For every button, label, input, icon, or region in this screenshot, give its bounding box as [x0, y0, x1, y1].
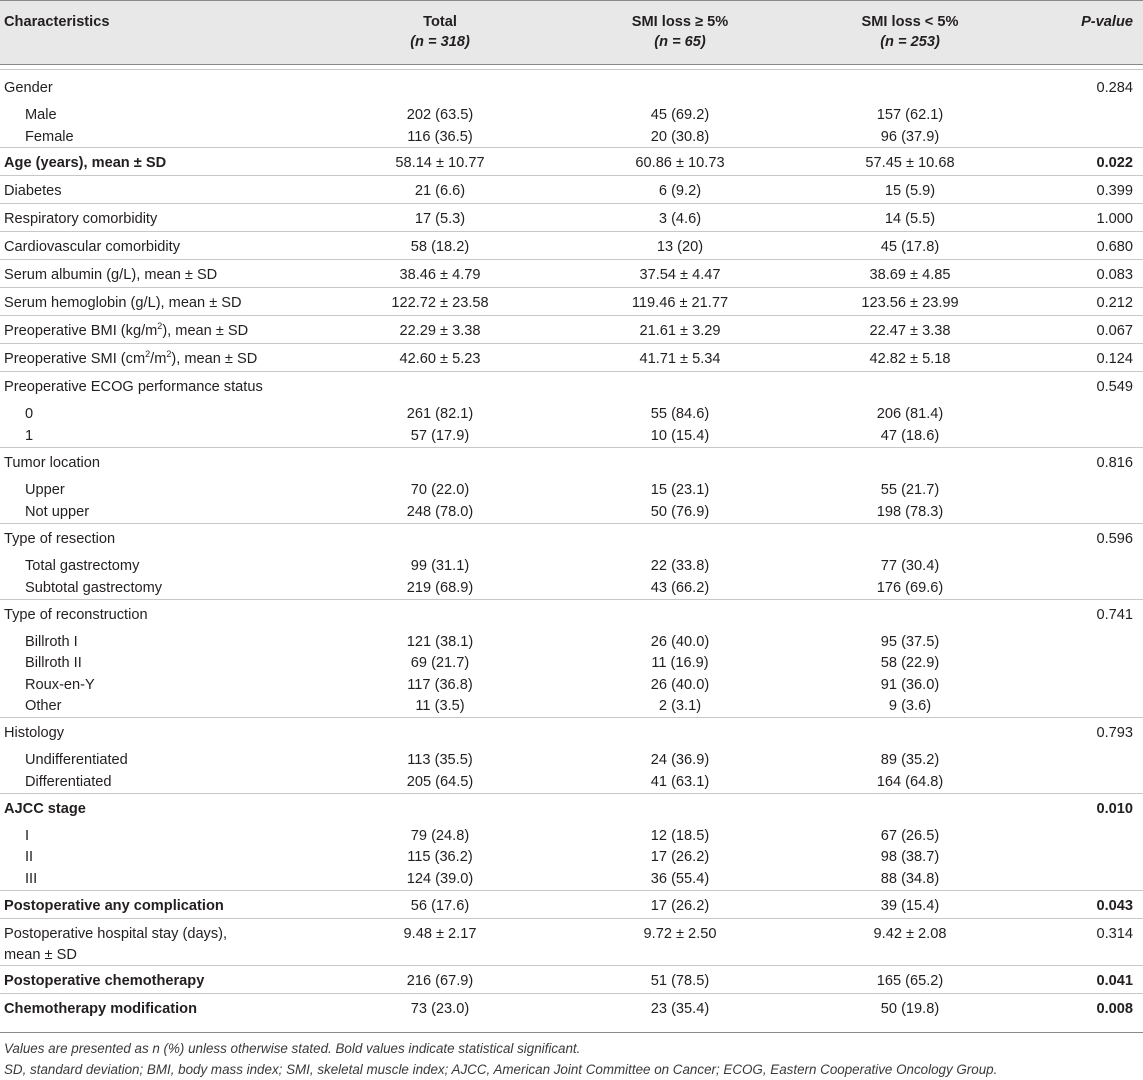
cell-total: 205 (64.5)	[406, 774, 474, 790]
cell-pvalue: 0.041	[1096, 973, 1133, 989]
row-label: Billroth I	[25, 634, 78, 650]
row-label: Respiratory comorbidity	[4, 211, 158, 227]
cell-smi-loss-lt5: 14 (5.5)	[884, 211, 936, 227]
cell-pvalue: 0.549	[1096, 379, 1133, 395]
cell-total: 124 (39.0)	[406, 871, 474, 887]
row-label: I	[25, 828, 30, 844]
cell-smi-loss-ge5: 2 (3.1)	[658, 698, 702, 714]
cell-smi-loss-ge5: 20 (30.8)	[650, 129, 710, 145]
header-smi-ge-n: (n = 65)	[654, 34, 706, 50]
row-label: Preoperative BMI $(kg/m^2)$, mean ± SD	[4, 321, 249, 339]
cell-total: 73 (23.0)	[410, 1001, 470, 1017]
cell-smi-loss-ge5: 6 (9.2)	[658, 183, 702, 199]
cell-smi-loss-ge5: 50 (76.9)	[650, 504, 710, 520]
cell-pvalue: 0.043	[1096, 898, 1133, 914]
cell-smi-loss-ge5: 43 (66.2)	[650, 580, 710, 596]
cell-total: 17 (5.3)	[414, 211, 466, 227]
row-separator	[0, 287, 1143, 288]
cell-pvalue: 0.596	[1096, 531, 1133, 547]
row-separator	[0, 69, 1143, 70]
row-label: Serum hemoglobin (g/L), mean ± SD	[4, 295, 242, 311]
cell-smi-loss-ge5: 22 (33.8)	[650, 558, 710, 574]
cell-smi-loss-lt5: 15 (5.9)	[884, 183, 936, 199]
header-smi-lt-label: SMI loss < 5%	[861, 14, 959, 30]
cell-pvalue: 0.816	[1096, 455, 1133, 471]
cell-smi-loss-ge5: 45 (69.2)	[650, 107, 710, 123]
row-separator	[0, 717, 1143, 718]
row-label: Total gastrectomy	[25, 558, 140, 574]
cell-pvalue: 0.124	[1096, 351, 1133, 367]
row-separator	[0, 175, 1143, 176]
cell-smi-loss-lt5: 45 (17.8)	[880, 239, 940, 255]
row-separator	[0, 447, 1143, 448]
cell-smi-loss-ge5: 17 (26.2)	[650, 849, 710, 865]
cell-total: 219 (68.9)	[406, 580, 474, 596]
cell-smi-loss-lt5: 38.69 ± 4.85	[869, 267, 951, 283]
cell-smi-loss-lt5: 47 (18.6)	[880, 428, 940, 444]
row-label: Billroth II	[25, 655, 82, 671]
row-separator	[0, 343, 1143, 344]
row-label: Preoperative ECOG performance status	[4, 379, 263, 395]
row-label: Age (years), mean ± SD	[4, 155, 167, 171]
cell-smi-loss-lt5: 165 (65.2)	[876, 973, 944, 989]
row-separator	[0, 203, 1143, 204]
cell-smi-loss-ge5: 41 (63.1)	[650, 774, 710, 790]
cell-pvalue: 0.680	[1096, 239, 1133, 255]
cell-total: 42.60 ± 5.23	[399, 351, 481, 367]
cell-pvalue: 0.212	[1096, 295, 1133, 311]
cell-smi-loss-ge5: 51 (78.5)	[650, 973, 710, 989]
cell-pvalue: 0.284	[1096, 80, 1133, 96]
row-label: Diabetes	[4, 183, 62, 199]
cell-total: 58 (18.2)	[410, 239, 470, 255]
table-bottom-rule	[0, 1032, 1143, 1033]
header-smi-lt-n: (n = 253)	[880, 34, 940, 50]
cell-smi-loss-ge5: 3 (4.6)	[658, 211, 702, 227]
row-label: 1	[25, 428, 34, 444]
cell-smi-loss-ge5: 11 (16.9)	[651, 655, 709, 671]
cell-smi-loss-ge5: 41.71 ± 5.34	[639, 351, 721, 367]
cell-smi-loss-ge5: 9.72 ± 2.50	[643, 926, 717, 942]
row-label: Chemotherapy modification	[4, 1001, 197, 1017]
header-total-n: (n = 318)	[410, 34, 470, 50]
cell-pvalue: 0.010	[1096, 801, 1133, 817]
header-smi-loss-lt5	[810, 12, 1010, 52]
cell-smi-loss-ge5: 17 (26.2)	[650, 898, 710, 914]
cell-total: 22.29 ± 3.38	[399, 323, 481, 339]
cell-total: 115 (36.2)	[407, 849, 473, 865]
row-separator	[0, 993, 1143, 994]
cell-total: 56 (17.6)	[410, 898, 470, 914]
cell-total: 202 (63.5)	[406, 107, 474, 123]
row-separator	[0, 918, 1143, 919]
header-total	[340, 12, 540, 52]
row-separator	[0, 315, 1143, 316]
row-label: 0	[25, 406, 34, 422]
cell-total: 121 (38.1)	[406, 634, 474, 650]
cell-total: 70 (22.0)	[410, 482, 470, 498]
cell-pvalue: 0.399	[1096, 183, 1133, 199]
cell-smi-loss-lt5: 57.45 ± 10.68	[865, 155, 955, 171]
header-pvalue: P-value	[1081, 14, 1133, 30]
cell-total: 122.72 ± 23.58	[391, 295, 489, 311]
row-label: Roux-en-Y	[25, 677, 95, 693]
cell-smi-loss-lt5: 89 (35.2)	[880, 752, 940, 768]
cell-total: 9.48 ± 2.17	[403, 926, 477, 942]
cell-smi-loss-lt5: 55 (21.7)	[880, 482, 940, 498]
footnote-values: Values are presented as n (%) unless otherwise stated. Bold values indicate statistical significant.	[4, 1041, 581, 1056]
cell-pvalue: 0.008	[1096, 1001, 1133, 1017]
cell-smi-loss-lt5: 9.42 ± 2.08	[873, 926, 947, 942]
row-label: Type of resection	[4, 531, 116, 547]
cell-smi-loss-ge5: 15 (23.1)	[650, 482, 710, 498]
row-label: Upper	[25, 482, 65, 498]
cell-smi-loss-ge5: 23 (35.4)	[650, 1001, 710, 1017]
cell-smi-loss-lt5: 96 (37.9)	[880, 129, 940, 145]
cell-total: 57 (17.9)	[410, 428, 470, 444]
row-label: Postoperative hospital stay (days), mean ± SD	[4, 926, 228, 963]
row-label: II	[25, 849, 34, 865]
cell-pvalue: 0.793	[1096, 725, 1133, 741]
header-smi-ge-label: SMI loss ≥ 5%	[631, 14, 729, 30]
cell-smi-loss-ge5: 119.46 ± 21.77	[631, 295, 729, 311]
row-separator	[0, 259, 1143, 260]
cell-smi-loss-lt5: 50 (19.8)	[880, 1001, 940, 1017]
row-label: Postoperative chemotherapy	[4, 973, 205, 989]
row-label: Not upper	[25, 504, 90, 520]
row-label: Tumor location	[4, 455, 100, 471]
cell-total: 11 (3.5)	[415, 698, 465, 714]
row-label: Differentiated	[25, 774, 112, 790]
row-label: Undifferentiated	[25, 752, 128, 768]
row-label: Type of reconstruction	[4, 607, 148, 623]
cell-smi-loss-lt5: 39 (15.4)	[880, 898, 940, 914]
cell-pvalue: 0.022	[1096, 155, 1133, 171]
cell-smi-loss-lt5: 206 (81.4)	[876, 406, 944, 422]
cell-total: 261 (82.1)	[406, 406, 474, 422]
cell-total: 38.46 ± 4.79	[399, 267, 481, 283]
cell-smi-loss-ge5: 36 (55.4)	[650, 871, 710, 887]
row-label: Other	[25, 698, 62, 714]
row-separator	[0, 147, 1143, 148]
cell-smi-loss-lt5: 95 (37.5)	[880, 634, 940, 650]
cell-pvalue: 0.083	[1096, 267, 1133, 283]
row-label: Female	[25, 129, 74, 145]
row-label: AJCC stage	[4, 801, 86, 817]
row-label: Histology	[4, 725, 65, 741]
cell-smi-loss-ge5: 21.61 ± 3.29	[639, 323, 721, 339]
cell-smi-loss-lt5: 77 (30.4)	[880, 558, 940, 574]
cell-pvalue: 1.000	[1096, 211, 1133, 227]
cell-total: 58.14 ± 10.77	[395, 155, 485, 171]
cell-smi-loss-ge5: 37.54 ± 4.47	[639, 267, 721, 283]
cell-total: 216 (67.9)	[406, 973, 474, 989]
cell-smi-loss-lt5: 98 (38.7)	[880, 849, 940, 865]
cell-total: 69 (21.7)	[410, 655, 470, 671]
cell-smi-loss-lt5: 157 (62.1)	[876, 107, 944, 123]
cell-total: 117 (36.8)	[407, 677, 473, 693]
cell-smi-loss-lt5: 9 (3.6)	[888, 698, 932, 714]
cell-smi-loss-lt5: 42.82 ± 5.18	[869, 351, 951, 367]
cell-smi-loss-lt5: 88 (34.8)	[880, 871, 940, 887]
row-separator	[0, 523, 1143, 524]
header-characteristics: Characteristics	[4, 14, 110, 30]
row-label: Male	[25, 107, 57, 123]
row-separator	[0, 371, 1143, 372]
footnote-abbreviations: SD, standard deviation; BMI, body mass index; SMI, skeletal muscle index; AJCC, American Joint Committee on Cancer; ECOG, Eastern Cooperative Oncology Group.	[4, 1062, 998, 1077]
cell-smi-loss-lt5: 67 (26.5)	[880, 828, 940, 844]
cell-smi-loss-lt5: 176 (69.6)	[876, 580, 944, 596]
cell-smi-loss-ge5: 55 (84.6)	[650, 406, 710, 422]
cell-smi-loss-lt5: 164 (64.8)	[876, 774, 944, 790]
cell-smi-loss-lt5: 198 (78.3)	[876, 504, 944, 520]
cell-total: 79 (24.8)	[410, 828, 470, 844]
cell-smi-loss-ge5: 26 (40.0)	[650, 634, 710, 650]
cell-smi-loss-lt5: 22.47 ± 3.38	[869, 323, 951, 339]
row-label: Cardiovascular comorbidity	[4, 239, 181, 255]
cell-smi-loss-ge5: 60.86 ± 10.73	[635, 155, 725, 171]
table-header	[0, 0, 1143, 65]
row-label: Postoperative any complication	[4, 898, 224, 914]
row-label: III	[25, 871, 38, 887]
cell-smi-loss-ge5: 10 (15.4)	[650, 428, 710, 444]
cell-total: 116 (36.5)	[407, 129, 473, 145]
row-separator	[0, 231, 1143, 232]
cell-smi-loss-lt5: 91 (36.0)	[880, 677, 940, 693]
row-label: Subtotal gastrectomy	[25, 580, 163, 596]
header-smi-loss-ge5	[580, 12, 780, 52]
cell-smi-loss-ge5: 12 (18.5)	[650, 828, 710, 844]
row-separator	[0, 965, 1143, 966]
row-label: Serum albumin (g/L), mean ± SD	[4, 267, 218, 283]
cell-total: 99 (31.1)	[410, 558, 470, 574]
cell-smi-loss-lt5: 123.56 ± 23.99	[861, 295, 959, 311]
row-separator	[0, 793, 1143, 794]
row-separator	[0, 890, 1143, 891]
cell-total: 113 (35.5)	[407, 752, 473, 768]
cell-smi-loss-ge5: 13 (20)	[656, 239, 704, 255]
row-label: Preoperative SMI $(cm^2/m^2)$, mean ± SD	[4, 349, 258, 367]
cell-pvalue: 0.067	[1096, 323, 1133, 339]
cell-total: 21 (6.6)	[414, 183, 466, 199]
row-label: Gender	[4, 80, 53, 96]
cell-smi-loss-ge5: 26 (40.0)	[650, 677, 710, 693]
row-separator	[0, 599, 1143, 600]
cell-total: 248 (78.0)	[406, 504, 474, 520]
cell-smi-loss-lt5: 58 (22.9)	[880, 655, 940, 671]
cell-pvalue: 0.741	[1096, 607, 1133, 623]
header-total-label: Total	[423, 14, 457, 30]
cell-smi-loss-ge5: 24 (36.9)	[650, 752, 710, 768]
cell-pvalue: 0.314	[1096, 926, 1133, 942]
